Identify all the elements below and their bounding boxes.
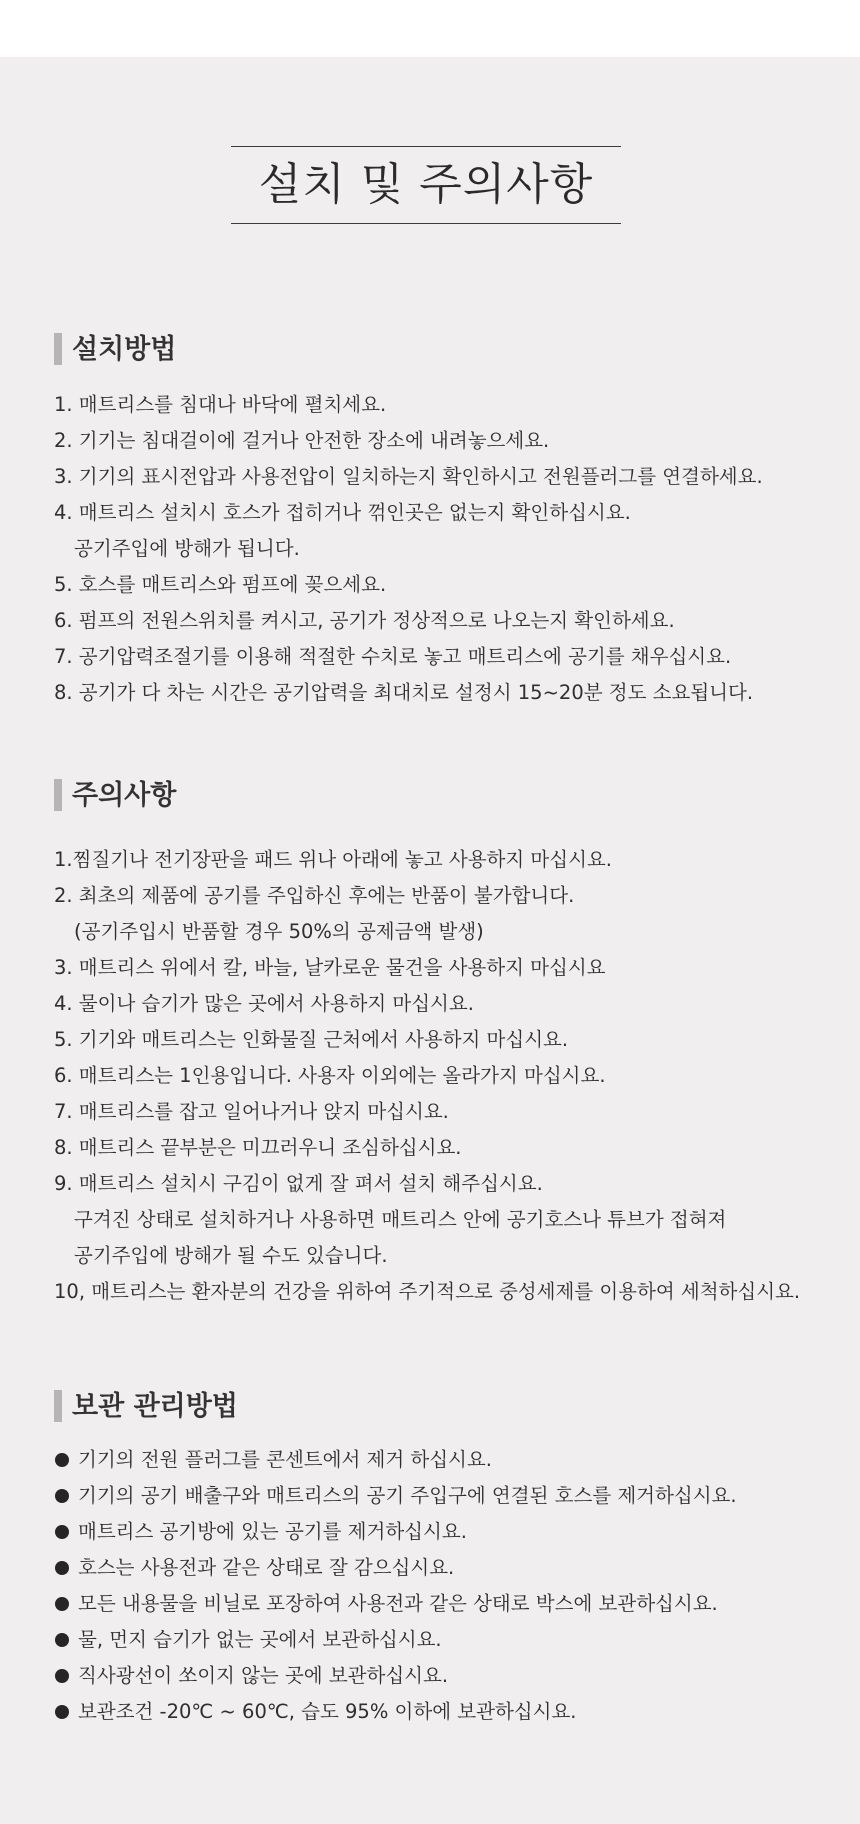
list-item: 6. 매트리스는 1인용입니다. 사용자 이외에는 올라가지 마십시요. <box>54 1064 606 1087</box>
bullet-dot-icon <box>55 1633 69 1647</box>
list-item: 9. 매트리스 설치시 구김이 없게 잘 펴서 설치 해주십시요. <box>54 1172 543 1195</box>
bullet-dot-icon <box>55 1669 69 1683</box>
list-item <box>54 1622 737 1658</box>
list-item-text: 기기의 전원 플러그를 콘센트에서 제거 하십시요. <box>78 1448 492 1471</box>
section-bar <box>54 1390 62 1422</box>
list-item: 3. 매트리스 위에서 칼, 바늘, 날카로운 물건을 사용하지 마십시요 <box>54 956 606 979</box>
list-item-text: 물, 먼지 습기가 없는 곳에서 보관하십시요. <box>78 1628 442 1651</box>
list-item-text: 기기의 공기 배출구와 매트리스의 공기 주입구에 연결된 호스를 제거하십시요. <box>78 1484 737 1507</box>
section-title-caution: 주의사항 <box>72 779 177 811</box>
list-item-text: 모든 내용물을 비닐로 포장하여 사용전과 같은 상태로 박스에 보관하십시요. <box>78 1592 718 1615</box>
bullet-dot-icon <box>55 1453 69 1467</box>
section-title-storage: 보관 관리방법 <box>72 1390 238 1422</box>
bullet-dot-icon <box>55 1489 69 1503</box>
list-item: 8. 공기가 다 차는 시간은 공기압력을 최대치로 설정시 15~20분 정도 소요됩니다. <box>54 681 754 704</box>
list-item-continuation: 공기주입에 방해가 될 수도 있습니다. <box>74 1244 388 1267</box>
bullet-dot-icon <box>55 1705 69 1719</box>
list-item: 4. 매트리스 설치시 호스가 접히거나 꺾인곳은 없는지 확인하십시요. <box>54 501 631 524</box>
list-item: 3. 기기의 표시전압과 사용전압이 일치하는지 확인하시고 전원플러그를 연결하세요. <box>54 465 763 488</box>
list-item: 6. 펌프의 전원스위치를 켜시고, 공기가 정상적으로 나오는지 확인하세요. <box>54 609 675 632</box>
list-item <box>54 1442 737 1478</box>
list-item-text: 매트리스 공기방에 있는 공기를 제거하십시요. <box>78 1520 467 1543</box>
list-item: 1.찜질기나 전기장판을 패드 위나 아래에 놓고 사용하지 마십시요. <box>54 848 612 871</box>
list-item: 7. 공기압력조절기를 이용해 적절한 수치로 놓고 매트리스에 공기를 채우십시요. <box>54 645 732 668</box>
list-item: 8. 매트리스 끝부분은 미끄러우니 조심하십시요. <box>54 1136 462 1159</box>
section-header-caution <box>54 778 176 812</box>
bullet-dot-icon <box>55 1561 69 1575</box>
section-bar <box>54 779 62 811</box>
list-item: 10, 매트리스는 환자분의 건강을 위하여 주기적으로 중성세제를 이용하여 세척하십시요. <box>54 1280 801 1303</box>
list-item: 7. 매트리스를 잡고 일어나거나 앉지 마십시요. <box>54 1100 449 1123</box>
section-title-install: 설치방법 <box>72 333 177 365</box>
page-title: 설치 및 주의사항 <box>258 159 594 210</box>
list-item <box>54 1478 737 1514</box>
page-title-box <box>231 146 621 224</box>
list-item: 2. 최초의 제품에 공기를 주입하신 후에는 반품이 불가합니다. <box>54 884 575 907</box>
list-item <box>54 1658 737 1694</box>
list-item-continuation: 구겨진 상태로 설치하거나 사용하면 매트리스 안에 공기호스나 튜브가 접혀져 <box>74 1208 727 1231</box>
install-list <box>54 387 763 711</box>
caution-list <box>54 842 800 1310</box>
list-item: 2. 기기는 침대걸이에 걸거나 안전한 장소에 내려놓으세요. <box>54 429 550 452</box>
section-header-storage <box>54 1389 238 1423</box>
bullet-dot-icon <box>55 1597 69 1611</box>
section-header-install <box>54 332 176 366</box>
storage-list <box>54 1442 737 1730</box>
list-item <box>54 1514 737 1550</box>
list-item: 5. 호스를 매트리스와 펌프에 꽂으세요. <box>54 573 387 596</box>
list-item: 5. 기기와 매트리스는 인화물질 근처에서 사용하지 마십시요. <box>54 1028 569 1051</box>
list-item: 1. 매트리스를 침대나 바닥에 펼치세요. <box>54 393 387 416</box>
list-item <box>54 1694 737 1730</box>
list-item: 4. 물이나 습기가 많은 곳에서 사용하지 마십시요. <box>54 992 474 1015</box>
list-item-continuation: 공기주입에 방해가 됩니다. <box>74 537 300 560</box>
bullet-dot-icon <box>55 1525 69 1539</box>
list-item-continuation: (공기주입시 반품할 경우 50%의 공제금액 발생) <box>74 920 484 943</box>
list-item <box>54 1586 737 1622</box>
list-item <box>54 1550 737 1586</box>
list-item-text: 보관조건 -20℃ ~ 60℃, 습도 95% 이하에 보관하십시요. <box>78 1700 577 1723</box>
list-item-text: 호스는 사용전과 같은 상태로 잘 감으십시요. <box>78 1556 455 1579</box>
list-item-text: 직사광선이 쏘이지 않는 곳에 보관하십시요. <box>78 1664 449 1687</box>
section-bar <box>54 333 62 365</box>
